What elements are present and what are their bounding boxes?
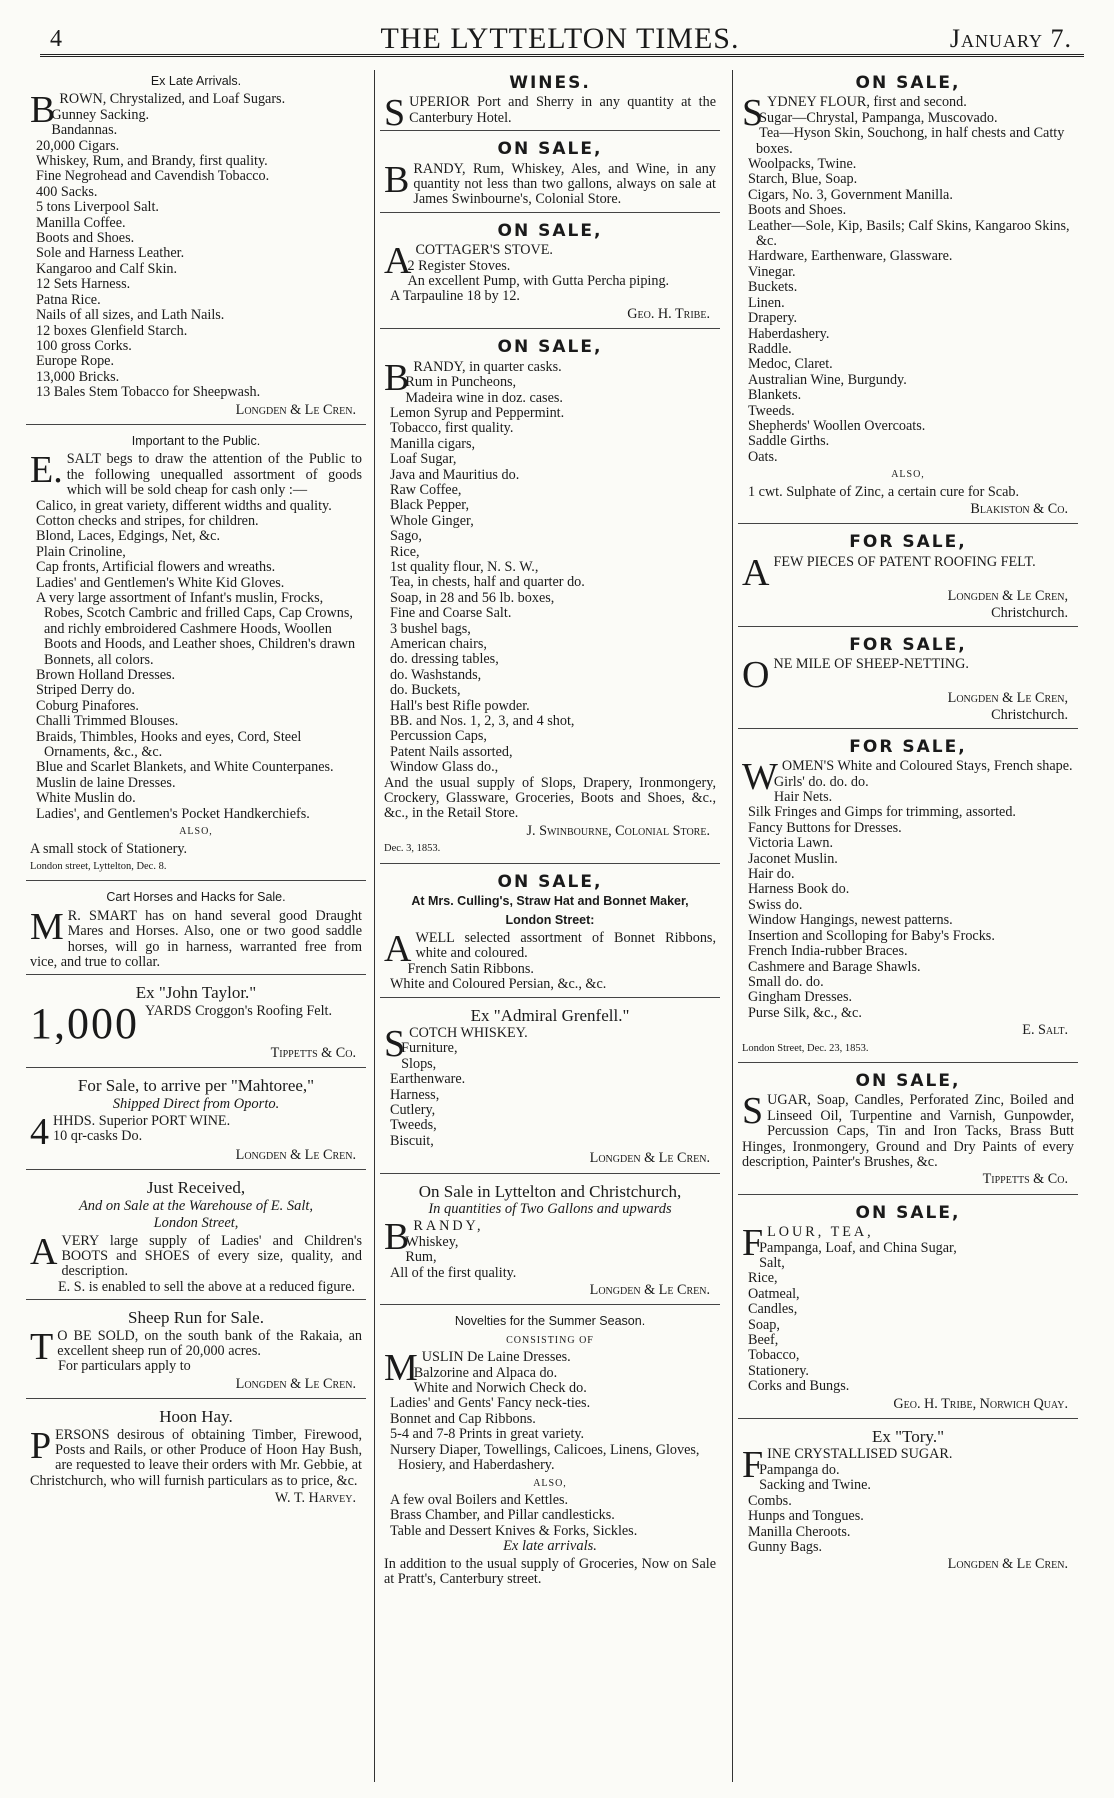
list-item: Candles, <box>748 1301 798 1318</box>
list-item: A very large assortment of Infant's muslin, Frocks, Robes, Scotch Cambric and frilled Caps, Cap Crowns, and richly embroidered Cashmere Hoods, Woollen Boots and Hoods, and Leather shoes, Children's drawn Bonnets, all colors. <box>36 590 356 668</box>
list-item: Shepherds' Woollen Overcoats. <box>748 417 926 434</box>
ad-heading: Just Received, <box>146 1178 246 1198</box>
ad-text: ERSONS desirous of obtaining Timber, Firewood, Posts and Rails, or other Produce of Hoon Hay Bush, are requested to leave their orders with Mr. Gebbie, at Christchurch, who will furnish particulars as to price, &c. <box>30 1426 362 1489</box>
big-number: 1,000 <box>30 1003 139 1044</box>
drop-cap: A <box>384 240 412 283</box>
ad-ex-late-arrivals <box>26 70 366 425</box>
list-item: Europe Rope. <box>36 353 115 370</box>
list-item: Muslin de laine Dresses. <box>36 774 176 791</box>
list-item: Haberdashery. <box>748 325 830 342</box>
list-item: Tweeds. <box>748 402 795 419</box>
ad-signature: Geo. H. Tribe. <box>627 305 710 322</box>
drop-cap: W <box>742 756 778 799</box>
list-item: Sago, <box>390 528 422 545</box>
list-item: Hair do. <box>748 866 795 883</box>
drop-cap: A <box>30 1230 58 1273</box>
list-item: Raw Coffee, <box>390 481 462 498</box>
list-item: Medoc, Claret. <box>748 356 833 373</box>
newspaper-title: THE LYTTELTON TIMES. <box>380 22 740 55</box>
ad-hoon-hay <box>26 1404 366 1512</box>
list-item: 5 tons Liverpool Salt. <box>36 199 159 216</box>
list-item: Woolpacks, Twine. <box>748 156 857 173</box>
list-item: do. Buckets, <box>390 682 461 699</box>
list-item: Cotton checks and stripes, for children. <box>36 512 259 529</box>
item-list <box>742 1241 1074 1395</box>
list-item: Loaf Sugar, <box>390 451 457 468</box>
list-item: Saddle Girths. <box>748 433 830 450</box>
list-item: Whole Ginger, <box>390 512 474 529</box>
ad-first-line: YDNEY FLOUR, first and second. <box>767 94 967 111</box>
ad-signature: Longden & Le Cren. <box>235 401 356 418</box>
page-number: 4 <box>50 26 62 52</box>
ad-heading: ON SALE, <box>855 1202 961 1223</box>
drop-cap: A <box>384 927 412 970</box>
ad-first-line: USLIN De Laine Dresses. <box>421 1349 571 1366</box>
list-item: White and Coloured Persian, &c., &c. <box>390 976 607 993</box>
ad-first-line: INE CRYSTALLISED SUGAR. <box>767 1446 953 1463</box>
ad-brandy-casks <box>380 334 720 863</box>
item-list <box>30 499 362 823</box>
issue-date: January 7. <box>949 24 1072 53</box>
consisting-label: CONSISTING OF <box>506 1334 594 1346</box>
list-item: Pampanga do. <box>759 1461 840 1478</box>
list-item: Silk Fringes and Gimps for trimming, assorted. <box>748 804 1016 821</box>
list-item: 2 Register Stoves. <box>407 257 511 274</box>
ad-heading: FOR SALE, <box>849 634 967 655</box>
list-item: Gunney Sacking. <box>51 106 150 123</box>
item-list <box>384 259 716 305</box>
drop-cap: S <box>384 92 406 135</box>
ad-first-line: COTTAGER'S STOVE. <box>415 242 553 259</box>
list-item: Slops, <box>401 1055 437 1072</box>
list-item: American chairs, <box>390 636 487 652</box>
ad-subheading: At Mrs. Culling's, Straw Hat and Bonnet Maker, <box>411 894 689 909</box>
list-item: Pampanga, Loaf, and China Sugar, <box>759 1239 957 1256</box>
ad-text: In addition to the usual supply of Groceries, Now on Sale at Pratt's, Canterbury street. <box>384 1555 716 1587</box>
list-item: Fancy Buttons for Dresses. <box>748 819 902 836</box>
list-item: Whiskey, <box>405 1233 459 1250</box>
ad-text: And the usual supply of Slops, Drapery, Ironmongery, Crockery, Glassware, Groceries, Boots and Shoes, &c., &c., in the Retail Store. <box>384 774 716 822</box>
ad-first-line: OMEN'S White and Coloured Stays, French shape. <box>781 758 1073 775</box>
ad-signature: Blakiston & Co. <box>970 500 1068 517</box>
list-item: Furniture, <box>401 1040 458 1057</box>
item-list <box>384 1235 716 1281</box>
list-item: Blond, Laces, Edgings, Net, &c. <box>36 528 221 545</box>
list-item: Window Glass do., <box>390 759 499 776</box>
ad-text: E. S. is enabled to sell the above at a reduced figure. <box>58 1278 356 1295</box>
also-label: ALSO, <box>533 1477 567 1489</box>
list-item: Insertion and Scolloping for Baby's Frocks. <box>748 927 995 944</box>
item-list <box>384 1366 716 1474</box>
list-item: Manilla Cheroots. <box>748 1523 851 1540</box>
ad-heading: ON SALE, <box>497 337 603 358</box>
list-item: Window Hangings, newest patterns. <box>748 912 953 929</box>
ad-heading: ON SALE, <box>497 139 603 160</box>
ad-flour-tea <box>738 1200 1078 1419</box>
ad-text: UPERIOR Port and Sherry in any quantity at the Canterbury Hotel. <box>409 94 716 126</box>
list-item: Tweeds, <box>390 1117 437 1134</box>
ad-heading: Cart Horses and Hacks for Sale. <box>106 890 286 905</box>
ad-signature: Longden & Le Cren. <box>589 1282 710 1299</box>
list-item: Girls' do. do. do. <box>773 773 869 790</box>
list-item: Braids, Thimbles, Hooks and eyes, Cord, Steel Ornaments, &c., &c. <box>36 728 302 761</box>
ad-signature: Tippetts & Co. <box>982 1171 1068 1188</box>
drop-cap: S <box>384 1022 406 1065</box>
list-item: Jaconet Muslin. <box>748 850 838 867</box>
list-item: Rice, <box>390 543 420 560</box>
drop-cap: O <box>742 654 770 696</box>
list-item: A few oval Boilers and Kettles. <box>390 1491 569 1508</box>
list-item: Gingham Dresses. <box>748 989 853 1006</box>
list-item: Blue and Scarlet Blankets, and White Counterpanes. <box>36 759 334 776</box>
list-item: Harness, <box>390 1086 440 1103</box>
ad-place: Christchurch. <box>991 707 1068 724</box>
masthead <box>40 18 1080 58</box>
drop-cap: B <box>384 356 410 399</box>
list-item: Nails of all sizes, and Lath Nails. <box>36 307 225 324</box>
ad-signature: Longden & Le Cren. <box>589 1150 710 1167</box>
ad-womens-stays <box>738 734 1078 1063</box>
ad-text: For particulars apply to <box>58 1358 191 1375</box>
ad-date: London Street, Dec. 23, 1853. <box>742 1042 869 1054</box>
ad-signature: Geo. H. Tribe, Norwich Quay. <box>893 1395 1068 1412</box>
ad-sheep-netting <box>738 632 1078 729</box>
list-item: Cigars, No. 3, Government Manilla. <box>748 186 953 203</box>
list-item: Cutlery, <box>390 1101 436 1118</box>
item-list <box>742 1463 1074 1555</box>
ad-heading: ON SALE, <box>497 871 603 892</box>
list-item: Hair Nets. <box>773 789 833 806</box>
ad-cottagers-stove <box>380 218 720 329</box>
ad-signature: Longden & Le Cren. <box>235 1146 356 1163</box>
list-item: Hunps and Tongues. <box>748 1508 864 1525</box>
list-item: French India-rubber Braces. <box>748 943 908 960</box>
list-item: Beef, <box>748 1332 779 1349</box>
list-item: Hardware, Earthenware, Glassware. <box>748 248 953 265</box>
list-item: Rum, <box>405 1249 437 1266</box>
ad-subheading: And on Sale at the Warehouse of E. Salt, <box>78 1197 314 1214</box>
list-item: Raddle. <box>748 340 792 357</box>
list-item: BB. and Nos. 1, 2, 3, and 4 shot, <box>390 713 575 730</box>
list-item: Hall's best Rifle powder. <box>390 697 530 714</box>
list-item: do. Washstands, <box>390 666 482 683</box>
list-item: Tobacco, first quality. <box>390 420 514 437</box>
column-2 <box>380 70 720 1596</box>
list-item: Striped Derry do. <box>36 682 135 699</box>
ad-footer: London street, Lyttelton, Dec. 8. <box>30 860 167 872</box>
list-item: Percussion Caps, <box>390 728 487 745</box>
ad-novelties <box>380 1310 720 1591</box>
item-list <box>384 962 716 993</box>
list-item: White Muslin do. <box>36 790 136 807</box>
drop-cap: E. <box>30 449 63 492</box>
list-item: French Satin Ribbons. <box>407 960 534 977</box>
list-item: Soap, <box>748 1316 780 1333</box>
column-divider <box>374 70 375 1782</box>
list-item: 1st quality flour, N. S. W., <box>390 558 539 575</box>
list-item: Rum in Puncheons, <box>405 374 517 391</box>
list-item: Salt, <box>759 1255 785 1271</box>
list-item: 3 bushel bags, <box>390 620 471 637</box>
ad-sugar-soap <box>738 1068 1078 1195</box>
list-item: Biscuit, <box>390 1132 434 1149</box>
list-item: 13 Bales Stem Tobacco for Sheepwash. <box>36 384 261 401</box>
item-list <box>742 775 1074 1022</box>
list-item: Ladies' and Gents' Fancy neck-ties. <box>390 1395 591 1412</box>
ad-signature: W. T. Harvey. <box>274 1490 356 1507</box>
list-item: 12 boxes Glenfield Starch. <box>36 322 188 339</box>
drop-cap: B <box>384 158 410 201</box>
item-list <box>384 375 716 776</box>
ad-heading: ON SALE, <box>855 73 961 93</box>
list-item: Oats. <box>748 448 778 465</box>
ad-signature: Longden & Le Cren. <box>947 1556 1068 1573</box>
list-item: Madeira wine in doz. cases. <box>405 389 563 406</box>
ad-wines <box>380 70 720 135</box>
column-divider <box>732 70 733 1782</box>
ad-signature: J. Swinbourne, Colonial Store. <box>526 822 710 839</box>
ad-roofing-felt <box>738 529 1078 626</box>
ad-text: 1 cwt. Sulphate of Zinc, a certain cure for Scab. <box>748 483 1020 500</box>
list-item: Vinegar. <box>748 263 796 280</box>
ad-mrs-culling <box>380 869 720 998</box>
drop-cap: S <box>742 92 764 135</box>
ad-heading: ON SALE, <box>497 220 603 241</box>
ad-important-to-public <box>26 430 366 881</box>
list-item: Manilla Coffee. <box>36 214 126 231</box>
also-label: ALSO, <box>179 826 213 838</box>
list-item: Calico, in great variety, different widths and quality. <box>36 497 332 514</box>
ad-heading: Sheep Run for Sale. <box>128 1308 264 1328</box>
ad-subheading: London Street, <box>153 1215 239 1232</box>
list-item: Java and Mauritius do. <box>390 466 520 483</box>
list-item: Balzorine and Alpaca do. <box>413 1364 558 1381</box>
ad-sheep-run <box>26 1305 366 1399</box>
ad-first-line: ROWN, Chrystalized, and Loaf Sugars. <box>59 91 286 108</box>
list-item: Nursery Diaper, Towellings, Calicoes, Linens, Gloves, Hosiery, and Haberdashery. <box>390 1441 700 1474</box>
ad-text: WELL selected assortment of Bonnet Ribbons, white and coloured. <box>415 929 716 962</box>
ad-text: UGAR, Soap, Candles, Perforated Zinc, Boiled and Linseed Oil, Turpentine and Varnish, Gunpowder, Percussion Caps, Tin and Iron Tacks, Brass Butt Hinges, Ironmongery, Ground and Dry Paints of every description, Painter's Brushes, &c. <box>742 1092 1074 1170</box>
list-item: Boots and Shoes. <box>36 230 135 247</box>
list-item: Whiskey, Rum, and Brandy, first quality. <box>36 153 268 170</box>
ad-heading: On Sale in Lyttelton and Christchurch, <box>418 1181 682 1201</box>
ad-heading: Hoon Hay. <box>159 1407 233 1427</box>
ad-signature: E. Salt. <box>1022 1022 1068 1039</box>
drop-cap: F <box>742 1444 764 1487</box>
list-item: 20,000 Cigars. <box>36 137 120 154</box>
list-item: White and Norwich Check do. <box>413 1380 587 1397</box>
drop-cap: P <box>30 1424 52 1467</box>
ad-subheading: In quantities of Two Gallons and upwards <box>428 1201 672 1217</box>
list-item: Sole and Harness Leather. <box>36 245 185 262</box>
list-item: Manilla cigars, <box>390 435 476 452</box>
list-item: Stationery. <box>748 1362 809 1379</box>
ad-text: HHDS. Superior PORT WINE. <box>53 1112 231 1129</box>
ad-text: NE MILE OF SHEEP-NETTING. <box>773 656 969 672</box>
list-item: 5-4 and 7-8 Prints in great variety. <box>390 1426 585 1443</box>
ad-heading: FOR SALE, <box>849 532 967 553</box>
ad-text: 10 qr-casks Do. <box>53 1128 143 1145</box>
list-item: Ladies', and Gentlemen's Pocket Handkerchiefs. <box>36 805 310 822</box>
ad-text: FEW PIECES OF PATENT ROOFING FELT. <box>773 553 1036 570</box>
list-item: Cashmere and Barage Shawls. <box>748 958 921 975</box>
masthead-rule <box>40 54 1084 57</box>
list-item: Fine Negrohead and Cavendish Tobacco. <box>36 168 270 185</box>
ad-just-received <box>26 1175 366 1300</box>
list-item: Tea, in chests, half and quarter do. <box>390 574 585 591</box>
list-item: Buckets. <box>748 279 798 296</box>
ad-signature: Longden & Le Cren, <box>947 690 1068 706</box>
list-item: Brown Holland Dresses. <box>36 667 176 684</box>
list-item: Drapery. <box>748 310 798 327</box>
ad-mahtoree <box>26 1073 366 1170</box>
ad-sydney-flour <box>738 70 1078 524</box>
ad-admiral-grenfell <box>380 1003 720 1174</box>
list-item: 100 gross Corks. <box>36 337 132 354</box>
list-item: Soap, in 28 and 56 lb. boxes, <box>390 589 555 606</box>
list-item: Brass Chamber, and Pillar candlesticks. <box>390 1507 615 1524</box>
column-3 <box>738 70 1078 1584</box>
list-item: Tobacco, <box>748 1347 800 1364</box>
drop-cap: 4 <box>30 1110 49 1153</box>
list-item: Plain Crinoline, <box>36 543 126 560</box>
ad-text: VERY large supply of Ladies' and Children's BOOTS and SHOES of every size, quality, and description. <box>61 1232 362 1280</box>
list-item: Purse Silk, &c., &c. <box>748 1004 862 1021</box>
ad-first-line: LOUR, TEA, <box>767 1224 874 1241</box>
list-item: Cap fronts, Artificial flowers and wreaths. <box>36 559 276 576</box>
list-item: Boots and Shoes. <box>748 202 847 219</box>
ad-text: SALT begs to draw the attention of the Public to the following unequalled assortment of goods which will be sold cheap for cash only :— <box>66 451 362 499</box>
drop-cap: S <box>742 1090 764 1133</box>
list-item: Harness Book do. <box>748 881 850 898</box>
ad-first-line: COTCH WHISKEY. <box>409 1024 528 1041</box>
list-item: Earthenware. <box>390 1071 466 1088</box>
item-list <box>384 1493 716 1539</box>
list-item: Challi Trimmed Blouses. <box>36 713 179 730</box>
list-item: Linen. <box>748 294 785 311</box>
list-item: Gunny Bags. <box>748 1538 823 1555</box>
item-list <box>742 111 1074 465</box>
item-list <box>384 1041 716 1149</box>
list-item: A Tarpauline 18 by 12. <box>390 288 520 305</box>
list-item: Combs. <box>748 1492 792 1509</box>
ad-cart-horses <box>26 886 366 975</box>
list-item: Lemon Syrup and Peppermint. <box>390 404 565 421</box>
ad-heading: WINES. <box>509 73 591 93</box>
list-item: An excellent Pump, with Gutta Percha piping. <box>407 273 670 290</box>
drop-cap: T <box>30 1325 54 1368</box>
list-item: Small do. do. <box>748 973 824 990</box>
list-item: All of the first quality. <box>390 1264 517 1281</box>
list-item: 400 Sacks. <box>36 183 98 200</box>
drop-cap: F <box>742 1222 764 1265</box>
column-1 <box>26 70 366 1518</box>
list-item: 12 Sets Harness. <box>36 276 131 293</box>
list-item: Bonnet and Cap Ribbons. <box>390 1410 536 1427</box>
list-item: Patna Rice. <box>36 291 101 308</box>
drop-cap: B <box>30 89 56 132</box>
list-item: Ladies' and Gentlemen's White Kid Gloves. <box>36 574 285 591</box>
ad-subheading: London Street: <box>505 912 595 927</box>
list-item: 13,000 Bricks. <box>36 368 120 385</box>
list-item: Fine and Coarse Salt. <box>390 605 512 622</box>
drop-cap: M <box>30 905 64 948</box>
list-item: Bandannas. <box>51 122 118 139</box>
ad-place: Christchurch. <box>991 605 1068 622</box>
list-item: Sugar—Chrystal, Pampanga, Muscovado. <box>759 109 998 126</box>
list-item: Tea—Hyson Skin, Souchong, in half chests and Catty boxes. <box>756 125 1065 157</box>
list-item: Australian Wine, Burgundy. <box>748 371 907 388</box>
ad-brandy-swinbourne <box>380 136 720 213</box>
list-item: Starch, Blue, Soap. <box>748 171 858 188</box>
ad-signature: Tippetts & Co. <box>270 1044 356 1061</box>
list-item: Victoria Lawn. <box>748 835 834 852</box>
ad-first-line: RANDY, in quarter casks. <box>413 358 562 375</box>
list-item: Patent Nails assorted, <box>390 743 513 760</box>
list-item: Black Pepper, <box>390 497 470 514</box>
ad-heading: For Sale, to arrive per "Mahtoree," <box>77 1076 315 1096</box>
ad-john-taylor <box>26 980 366 1068</box>
ad-text: O BE SOLD, on the south bank of the Rakaia, an excellent sheep run of 20,000 acres. <box>57 1327 362 1360</box>
list-item: Table and Dessert Knives & Forks, Sickles. <box>390 1522 638 1539</box>
list-item: Oatmeal, <box>748 1285 800 1302</box>
ad-heading: FOR SALE, <box>849 736 967 757</box>
drop-cap: B <box>384 1216 410 1259</box>
also-label: ALSO, <box>891 469 925 481</box>
list-item: Kangaroo and Calf Skin. <box>36 260 178 277</box>
item-list <box>30 108 362 401</box>
ad-text: A small stock of Stationery. <box>30 840 188 857</box>
ad-first-line: RANDY, <box>413 1218 484 1235</box>
list-item: Rice, <box>748 1270 778 1287</box>
list-item: do. dressing tables, <box>390 651 499 668</box>
ad-heading: Novelties for the Summer Season. <box>454 1314 646 1329</box>
ad-signature: Longden & Le Cren. <box>235 1375 356 1392</box>
ad-heading: Ex "John Taylor." <box>135 983 257 1003</box>
drop-cap: M <box>384 1347 418 1390</box>
list-item: Corks and Bungs. <box>748 1378 850 1395</box>
ad-ex-tory <box>738 1424 1078 1579</box>
ad-subheading: Shipped Direct from Oporto. <box>112 1095 280 1112</box>
ad-heading: Ex "Admiral Grenfell." <box>470 1005 630 1025</box>
ad-heading: Ex Late Arrivals. <box>150 74 242 88</box>
list-item: Coburg Pinafores. <box>36 697 139 714</box>
ad-subheading: Ex late arrivals. <box>503 1538 597 1555</box>
list-item: Leather—Sole, Kip, Basils; Calf Skins, Kangaroo Skins, &c. <box>748 217 1070 250</box>
ad-heading: Ex "Tory." <box>871 1427 945 1447</box>
list-item: Sacking and Twine. <box>759 1477 871 1494</box>
drop-cap: A <box>742 551 770 594</box>
list-item: Blankets. <box>748 387 802 404</box>
ad-signature: Longden & Le Cren, <box>947 587 1068 604</box>
ad-text: R. SMART has on hand several good Draught Mares and Horses. Also, one or two good saddle horses, will go in harness, warranted free from vice, and true to collar. <box>30 907 362 970</box>
ad-heading: ON SALE, <box>855 1070 961 1091</box>
ad-date: Dec. 3, 1853. <box>384 843 441 855</box>
ad-text: RANDY, Rum, Whiskey, Ales, and Wine, in any quantity not less than two gallons, always on sale at James Swinbourne's, Colonial Store. <box>413 160 716 208</box>
ad-heading: Important to the Public. <box>131 433 261 448</box>
ad-brandy-lyttelton <box>380 1179 720 1306</box>
list-item: Swiss do. <box>748 896 803 913</box>
ad-text: YARDS Croggon's Roofing Felt. <box>145 1003 333 1019</box>
